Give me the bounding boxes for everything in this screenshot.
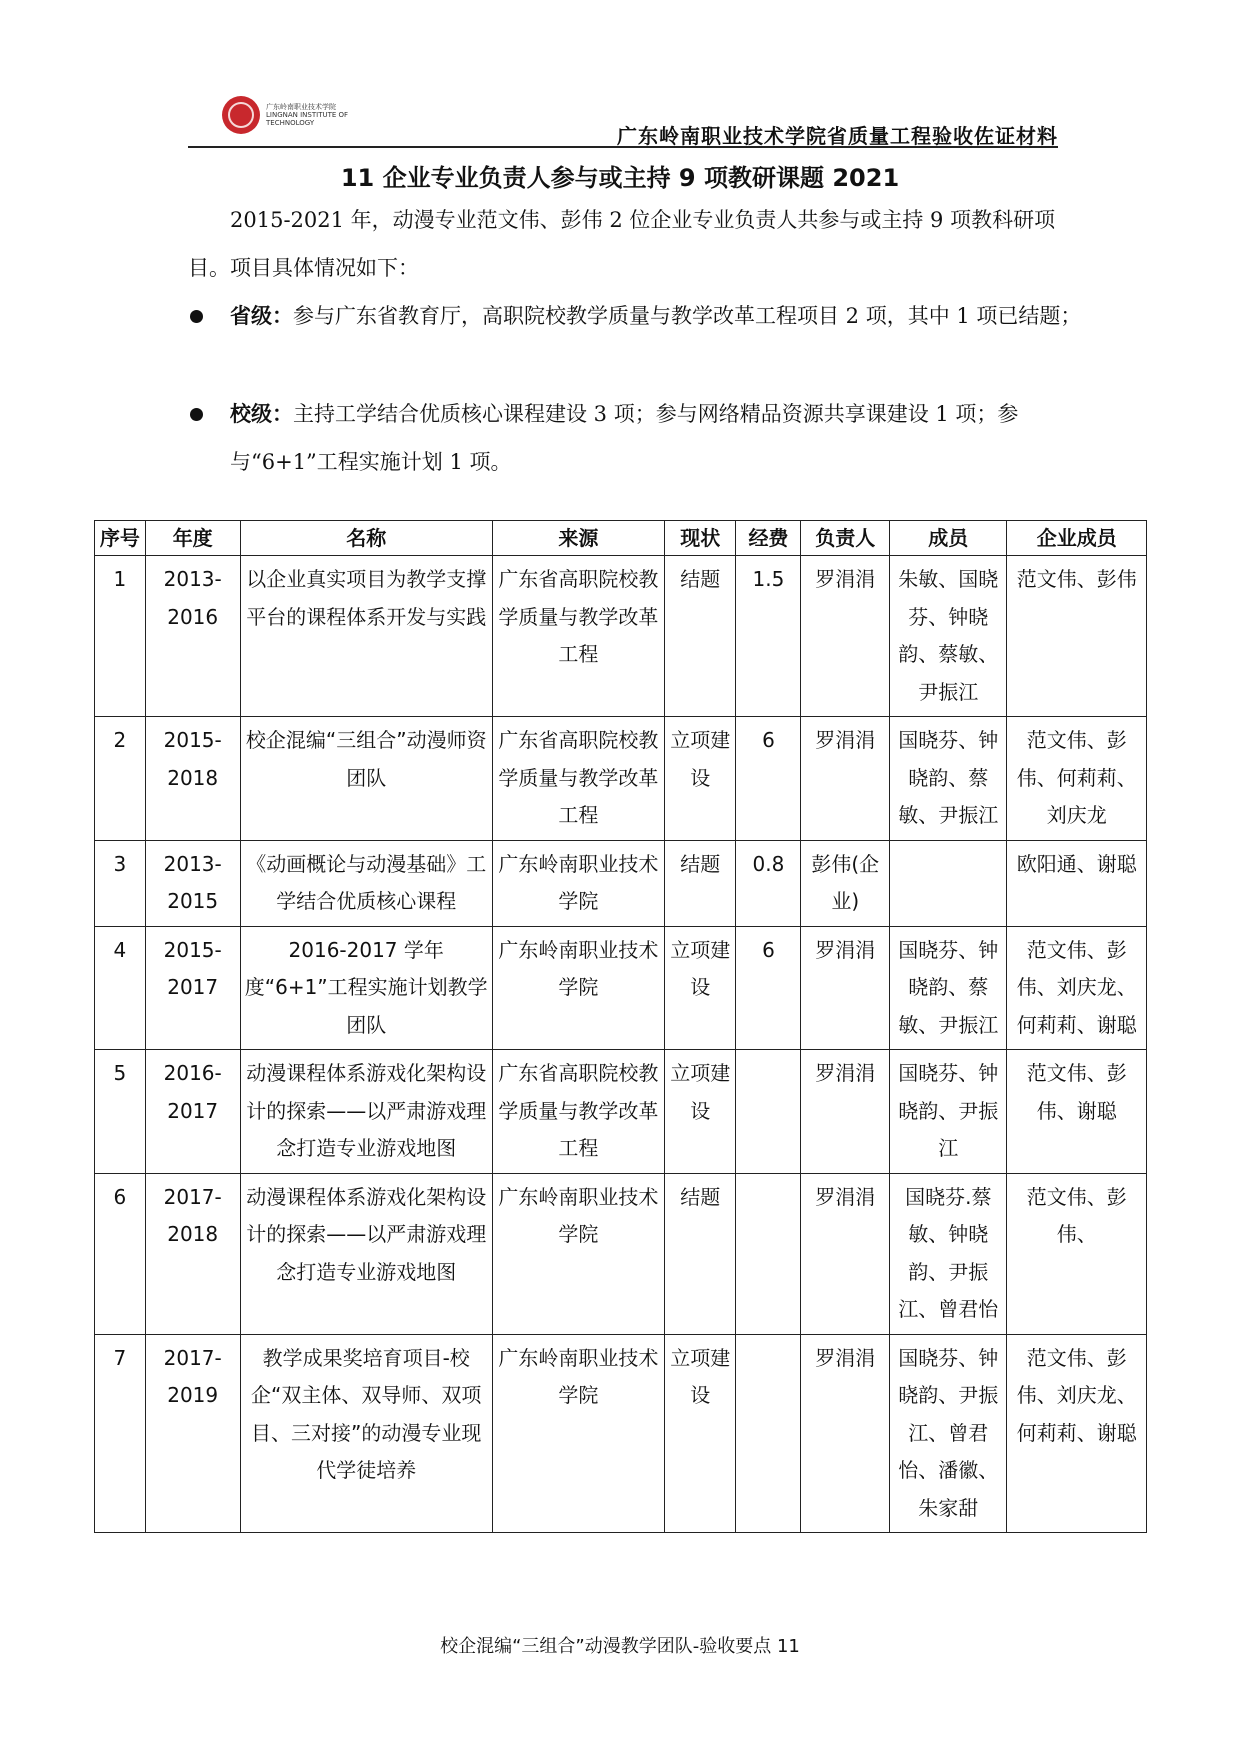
cell-year: 2015-2018 [145, 717, 240, 841]
cell-funding: 1.5 [736, 556, 801, 717]
cell-funding [736, 1050, 801, 1174]
bullet-text: 主持工学结合优质核心课程建设 3 项；参与网络精品资源共享课建设 1 项；参与“6+1”工程实施计划 1 项。 [230, 402, 1019, 474]
cell-source: 广东省高职院校教学质量与教学改革工程 [492, 717, 664, 841]
cell-enterprise-members: 范文伟、彭伟、 [1007, 1173, 1147, 1334]
cell-leader: 彭伟(企业) [801, 840, 890, 926]
cell-name: 动漫课程体系游戏化架构设计的探索——以严肃游戏理念打造专业游戏地图 [240, 1050, 492, 1174]
cell-status: 立项建设 [664, 717, 735, 841]
cell-year: 2017-2018 [145, 1173, 240, 1334]
cell-funding: 6 [736, 926, 801, 1050]
intro-paragraph: 2015-2021 年，动漫专业范文伟、彭伟 2 位企业专业负责人共参与或主持 9 项教科研项目。项目具体情况如下： [188, 208, 1056, 280]
page-footer: 校企混编“三组合”动漫教学团队-验收要点 11 [440, 1636, 800, 1657]
col-header-year: 年度 [145, 521, 240, 556]
cell-status: 立项建设 [664, 926, 735, 1050]
col-header-enterprise-members: 企业成员 [1007, 521, 1147, 556]
bullet-icon [190, 310, 203, 323]
cell-year: 2017-2019 [145, 1334, 240, 1533]
cell-enterprise-members: 欧阳通、谢聪 [1007, 840, 1147, 926]
page-title: 11 企业专业负责人参与或主持 9 项教研课题 2021 [340, 164, 900, 192]
col-header-members: 成员 [890, 521, 1007, 556]
table-row [95, 840, 1147, 926]
cell-enterprise-members: 范文伟、彭伟、谢聪 [1007, 1050, 1147, 1174]
col-header-funding: 经费 [736, 521, 801, 556]
table-header-row [95, 521, 1147, 556]
cell-index: 4 [95, 926, 146, 1050]
cell-year: 2013-2016 [145, 556, 240, 717]
col-header-source: 来源 [492, 521, 664, 556]
cell-index: 5 [95, 1050, 146, 1174]
cell-name: 校企混编“三组合”动漫师资团队 [240, 717, 492, 841]
school-seal-icon [222, 96, 260, 134]
table-row [95, 1050, 1147, 1174]
bullet-icon [190, 408, 203, 421]
cell-leader: 罗涓涓 [801, 1173, 890, 1334]
header-divider [188, 146, 1058, 148]
cell-name: 以企业真实项目为教学支撑平台的课程体系开发与实践 [240, 556, 492, 717]
logo-text [266, 103, 362, 127]
cell-index: 7 [95, 1334, 146, 1533]
bullet-school [188, 390, 1100, 486]
cell-status: 立项建设 [664, 1334, 735, 1533]
cell-index: 6 [95, 1173, 146, 1334]
cell-source: 广东岭南职业技术学院 [492, 1173, 664, 1334]
cell-source: 广东岭南职业技术学院 [492, 1334, 664, 1533]
cell-leader: 罗涓涓 [801, 1334, 890, 1533]
table-row [95, 1334, 1147, 1533]
cell-funding: 6 [736, 717, 801, 841]
cell-enterprise-members: 范文伟、彭伟、刘庆龙、何莉莉、谢聪 [1007, 1334, 1147, 1533]
logo-en: LINGNAN INSTITUTE OF TECHNOLOGY [266, 111, 349, 127]
cell-source: 广东省高职院校教学质量与教学改革工程 [492, 556, 664, 717]
cell-source: 广东省高职院校教学质量与教学改革工程 [492, 1050, 664, 1174]
cell-members: 国晓芬、钟晓韵、蔡敏、尹振江 [890, 717, 1007, 841]
table-row [95, 926, 1147, 1050]
cell-year: 2015-2017 [145, 926, 240, 1050]
bullet-provincial [188, 292, 1100, 340]
cell-index: 2 [95, 717, 146, 841]
cell-name: 动漫课程体系游戏化架构设计的探索——以严肃游戏理念打造专业游戏地图 [240, 1173, 492, 1334]
projects-table [94, 520, 1147, 1533]
cell-members: 国晓芬、钟晓韵、尹振江 [890, 1050, 1007, 1174]
cell-leader: 罗涓涓 [801, 717, 890, 841]
bullet-label: 省级： [230, 304, 293, 328]
cell-name: 教学成果奖培育项目-校企“双主体、双导师、双项目、三对接”的动漫专业现代学徒培养 [240, 1334, 492, 1533]
logo-cn: 广东岭南职业技术学院 [266, 103, 336, 111]
cell-source: 广东岭南职业技术学院 [492, 926, 664, 1050]
bullet-label: 校级： [230, 402, 293, 426]
table-row [95, 556, 1147, 717]
cell-members: 国晓芬、钟晓韵、尹振江、曾君怡、潘徽、朱家甜 [890, 1334, 1007, 1533]
header-title: 广东岭南职业技术学院省质量工程验收佐证材料 [617, 124, 1058, 148]
cell-funding [736, 1173, 801, 1334]
cell-status: 结题 [664, 840, 735, 926]
col-header-status: 现状 [664, 521, 735, 556]
cell-status: 结题 [664, 1173, 735, 1334]
cell-name: 《动画概论与动漫基础》工学结合优质核心课程 [240, 840, 492, 926]
cell-enterprise-members: 范文伟、彭伟 [1007, 556, 1147, 717]
cell-enterprise-members: 范文伟、彭伟、何莉莉、刘庆龙 [1007, 717, 1147, 841]
cell-funding [736, 1334, 801, 1533]
school-logo [222, 94, 362, 136]
bullet-text: 参与广东省教育厅，高职院校教学质量与教学改革工程项目 2 项，其中 1 项已结题； [293, 304, 1082, 328]
cell-leader: 罗涓涓 [801, 1050, 890, 1174]
cell-members: 国晓芬、钟晓韵、蔡敏、尹振江 [890, 926, 1007, 1050]
cell-index: 3 [95, 840, 146, 926]
col-header-leader: 负责人 [801, 521, 890, 556]
cell-leader: 罗涓涓 [801, 556, 890, 717]
cell-leader: 罗涓涓 [801, 926, 890, 1050]
cell-year: 2016-2017 [145, 1050, 240, 1174]
cell-enterprise-members: 范文伟、彭伟、刘庆龙、何莉莉、谢聪 [1007, 926, 1147, 1050]
cell-index: 1 [95, 556, 146, 717]
table-row [95, 1173, 1147, 1334]
cell-funding: 0.8 [736, 840, 801, 926]
cell-status: 立项建设 [664, 1050, 735, 1174]
cell-members: 朱敏、国晓芬、钟晓韵、蔡敏、尹振江 [890, 556, 1007, 717]
cell-name: 2016-2017 学年度“6+1”工程实施计划教学团队 [240, 926, 492, 1050]
table-row [95, 717, 1147, 841]
col-header-name: 名称 [240, 521, 492, 556]
cell-source: 广东岭南职业技术学院 [492, 840, 664, 926]
cell-year: 2013-2015 [145, 840, 240, 926]
cell-members: 国晓芬.蔡敏、钟晓韵、尹振江、曾君怡 [890, 1173, 1007, 1334]
cell-status: 结题 [664, 556, 735, 717]
cell-members [890, 840, 1007, 926]
col-header-index: 序号 [95, 521, 146, 556]
